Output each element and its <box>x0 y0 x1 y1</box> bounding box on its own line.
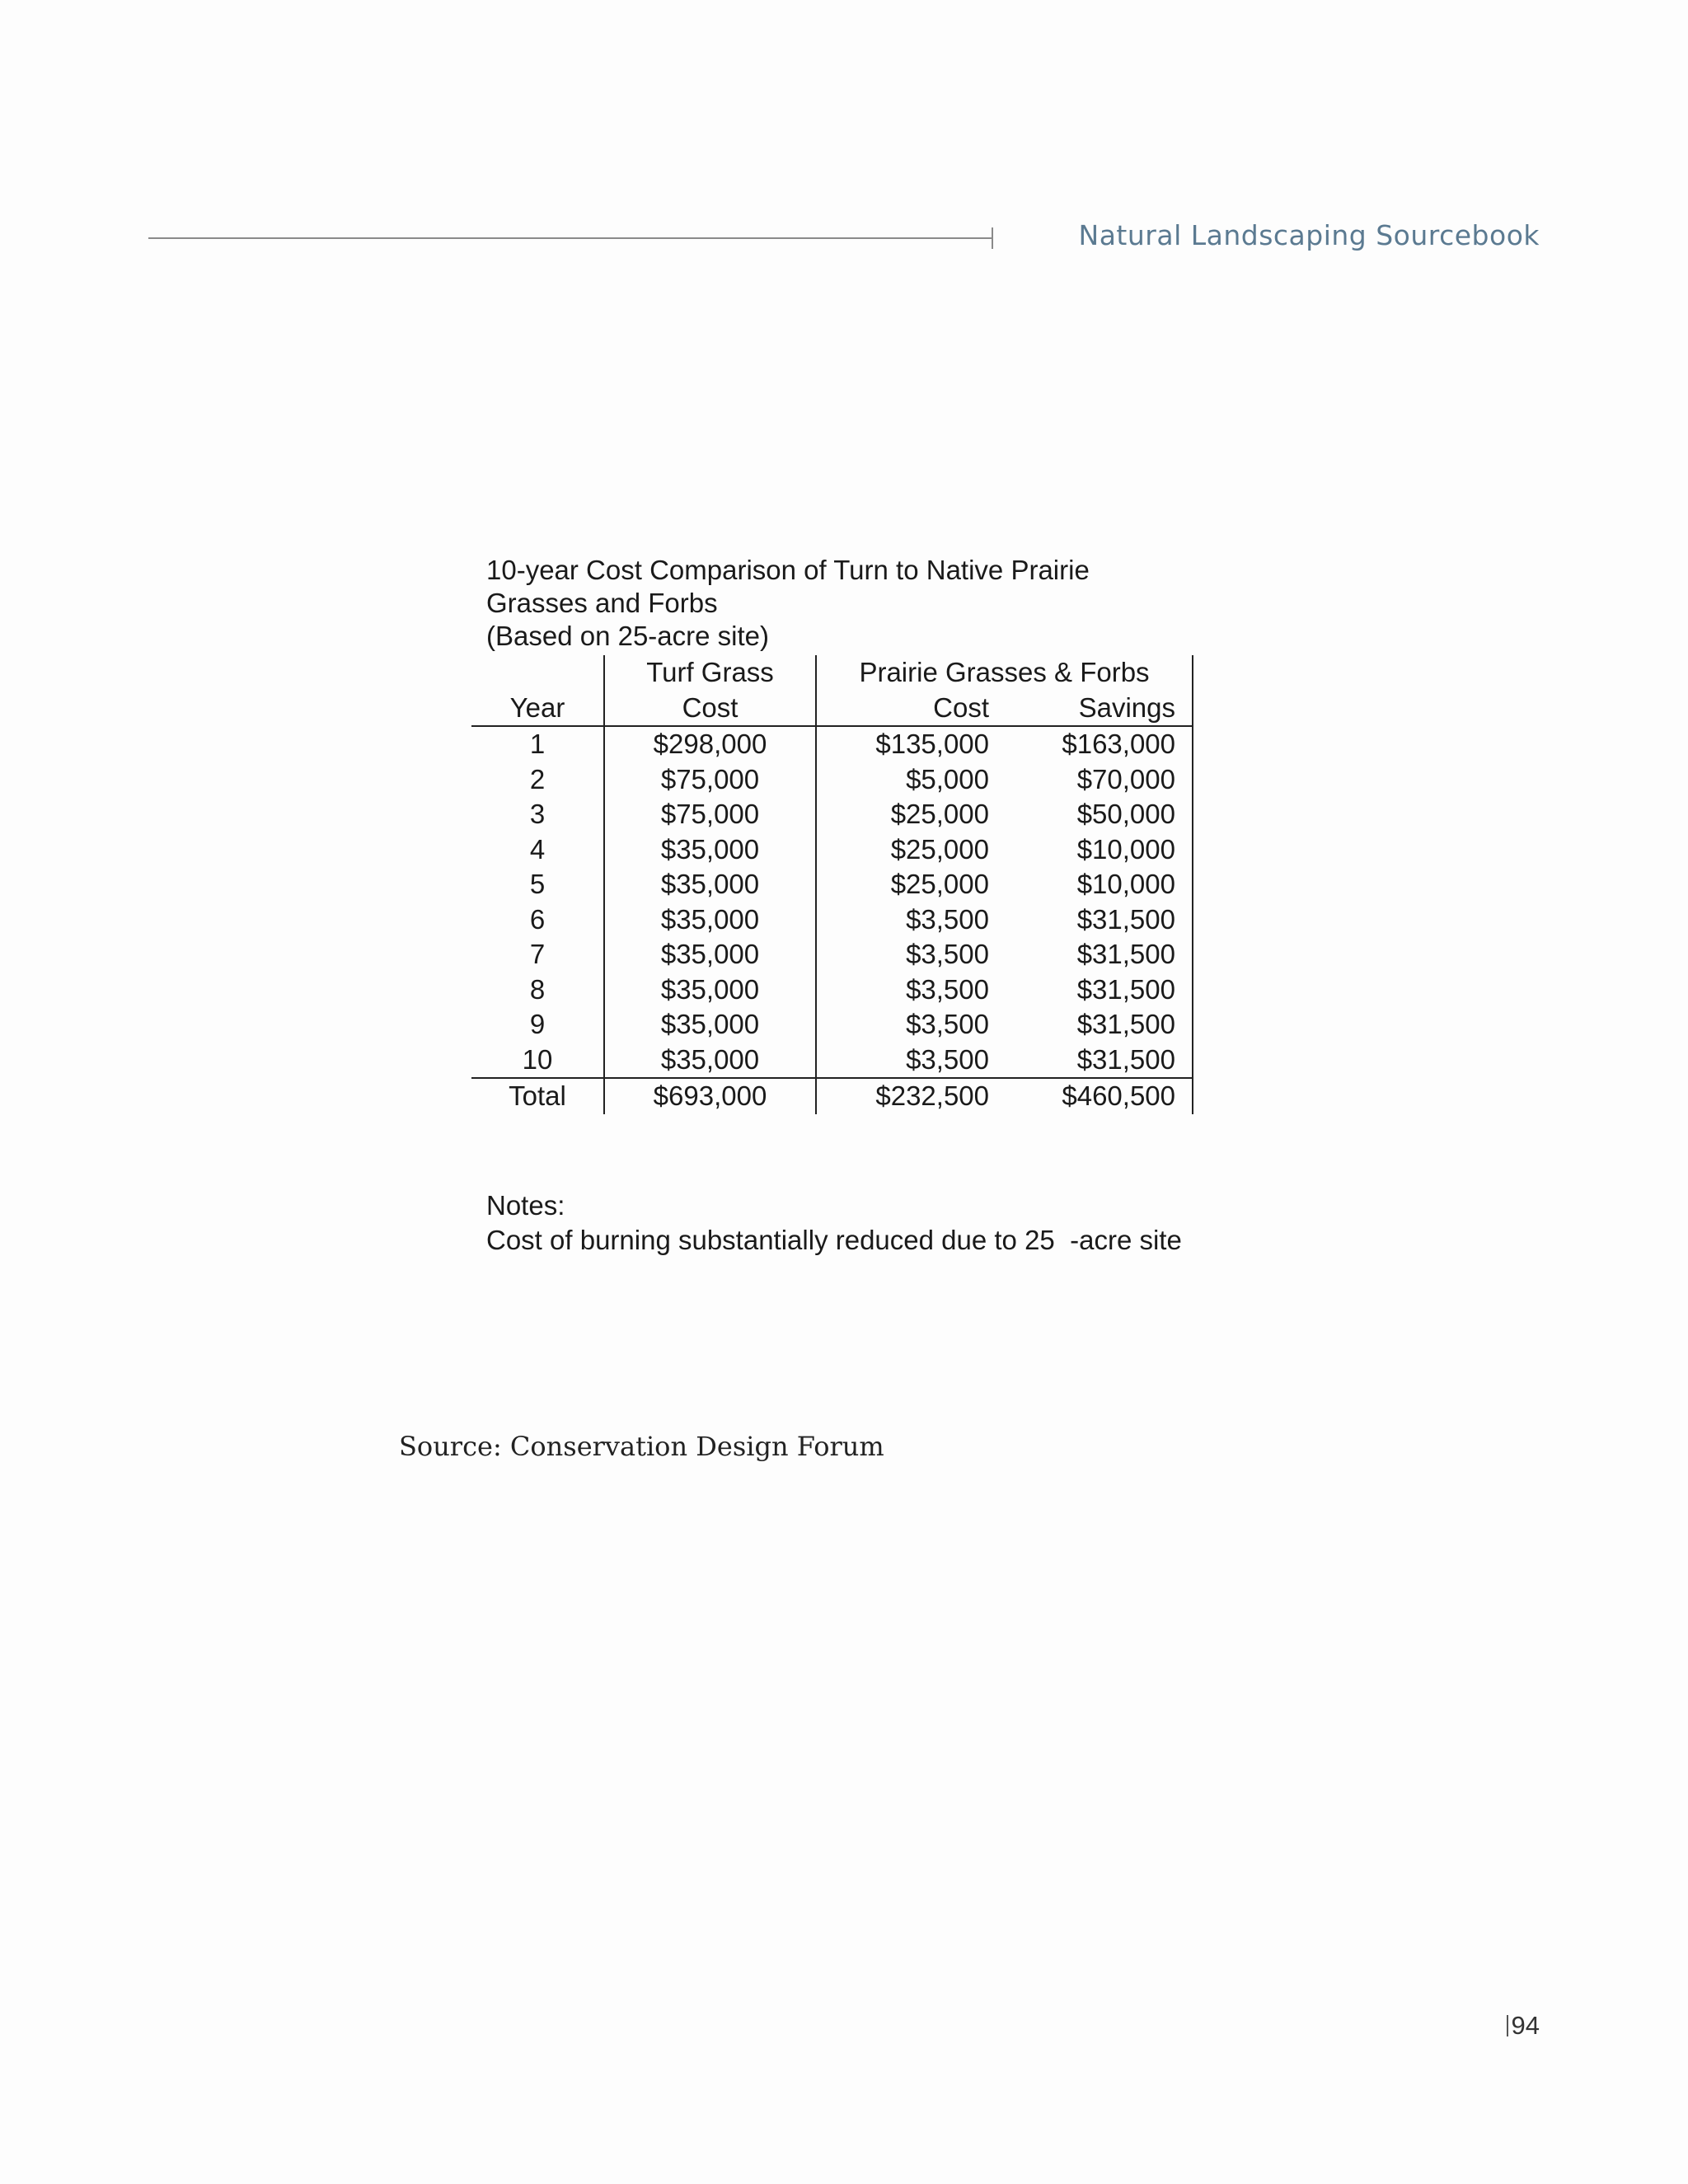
savings-cell: $31,500 <box>1006 1007 1193 1043</box>
savings-cell: $31,500 <box>1006 972 1193 1008</box>
total-turf-cost: $693,000 <box>604 1078 816 1114</box>
table-row <box>471 1007 1193 1043</box>
year-cell: 5 <box>529 869 546 900</box>
header-prairie-cost: Cost <box>816 691 1006 727</box>
prairie-cost-cell: $3,500 <box>816 1043 1006 1079</box>
prairie-cost-cell: $3,500 <box>816 937 1006 972</box>
prairie-cost-cell: $5,000 <box>816 762 1006 798</box>
notes <box>486 1188 1182 1258</box>
notes-text: Cost of burning substantially reduced due to 25 -acre site <box>486 1225 1182 1255</box>
year-cell: 7 <box>529 939 546 970</box>
page-number <box>1507 2011 1540 2041</box>
header-rule <box>148 237 993 239</box>
total-label: Total <box>509 1080 566 1112</box>
turf-cost-cell: $35,000 <box>604 1007 816 1043</box>
table-group-header-row <box>471 655 1193 691</box>
total-savings: $460,500 <box>1006 1078 1193 1114</box>
prairie-cost-cell: $3,500 <box>816 1007 1006 1043</box>
turf-cost-cell: $75,000 <box>604 797 816 832</box>
year-cell: 2 <box>529 763 546 794</box>
table-title <box>486 554 1090 653</box>
year-cell: 1 <box>529 729 546 760</box>
turf-cost-cell: $35,000 <box>604 972 816 1008</box>
table-row <box>471 762 1193 798</box>
table-subtitle: (Based on 25-acre site) <box>486 621 770 651</box>
turf-cost-cell: $35,000 <box>604 867 816 902</box>
year-cell: 8 <box>529 973 546 1005</box>
header-prairie-grasses: Prairie Grasses & Forbs <box>816 655 1193 691</box>
table-row <box>471 1043 1193 1079</box>
page-number-bar <box>1507 2015 1508 2036</box>
savings-cell: $10,000 <box>1006 832 1193 868</box>
prairie-cost-cell: $25,000 <box>816 832 1006 868</box>
savings-cell: $50,000 <box>1006 797 1193 832</box>
year-cell: 6 <box>529 903 546 935</box>
turf-cost-cell: $75,000 <box>604 762 816 798</box>
table-column-header-row <box>471 691 1193 727</box>
year-cell: 9 <box>529 1009 546 1040</box>
turf-cost-cell: $35,000 <box>604 1043 816 1079</box>
table-total-row <box>471 1078 1193 1114</box>
savings-cell: $31,500 <box>1006 1043 1193 1079</box>
turf-cost-cell: $298,000 <box>604 726 816 762</box>
savings-cell: $70,000 <box>1006 762 1193 798</box>
table-row <box>471 726 1193 762</box>
header-rule-tick <box>992 227 993 249</box>
year-cell: 10 <box>471 1043 604 1079</box>
prairie-cost-cell: $3,500 <box>816 972 1006 1008</box>
table-row <box>471 867 1193 902</box>
table-row <box>471 832 1193 868</box>
notes-heading: Notes: <box>486 1190 565 1221</box>
table-row <box>471 937 1193 972</box>
header-year: Year <box>471 691 604 727</box>
year-cell: 4 <box>529 833 546 865</box>
running-head: Natural Landscaping Sourcebook <box>1078 219 1540 251</box>
prairie-cost-cell: $25,000 <box>816 867 1006 902</box>
table-row <box>471 797 1193 832</box>
prairie-cost-cell: $25,000 <box>816 797 1006 832</box>
cost-comparison-table <box>471 655 1193 1114</box>
prairie-cost-cell: $135,000 <box>816 726 1006 762</box>
header-savings: Savings <box>1006 691 1193 727</box>
table-title-line: 10-year Cost Comparison of Turn to Native Prairie <box>486 555 1090 585</box>
turf-cost-cell: $35,000 <box>604 902 816 938</box>
header-turf-grass: Turf Grass <box>604 655 816 691</box>
savings-cell: $31,500 <box>1006 902 1193 938</box>
header-turf-cost: Cost <box>604 691 816 727</box>
savings-cell: $10,000 <box>1006 867 1193 902</box>
turf-cost-cell: $35,000 <box>604 832 816 868</box>
year-cell: 3 <box>529 799 546 830</box>
page-number-value: 94 <box>1511 2011 1540 2040</box>
source-credit: Source: Conservation Design Forum <box>399 1431 884 1462</box>
prairie-cost-cell: $3,500 <box>816 902 1006 938</box>
total-prairie-cost: $232,500 <box>816 1078 1006 1114</box>
savings-cell: $163,000 <box>1006 726 1193 762</box>
table-row <box>471 972 1193 1008</box>
table-title-line: Grasses and Forbs <box>486 588 718 618</box>
table-row <box>471 902 1193 938</box>
savings-cell: $31,500 <box>1006 937 1193 972</box>
turf-cost-cell: $35,000 <box>604 937 816 972</box>
